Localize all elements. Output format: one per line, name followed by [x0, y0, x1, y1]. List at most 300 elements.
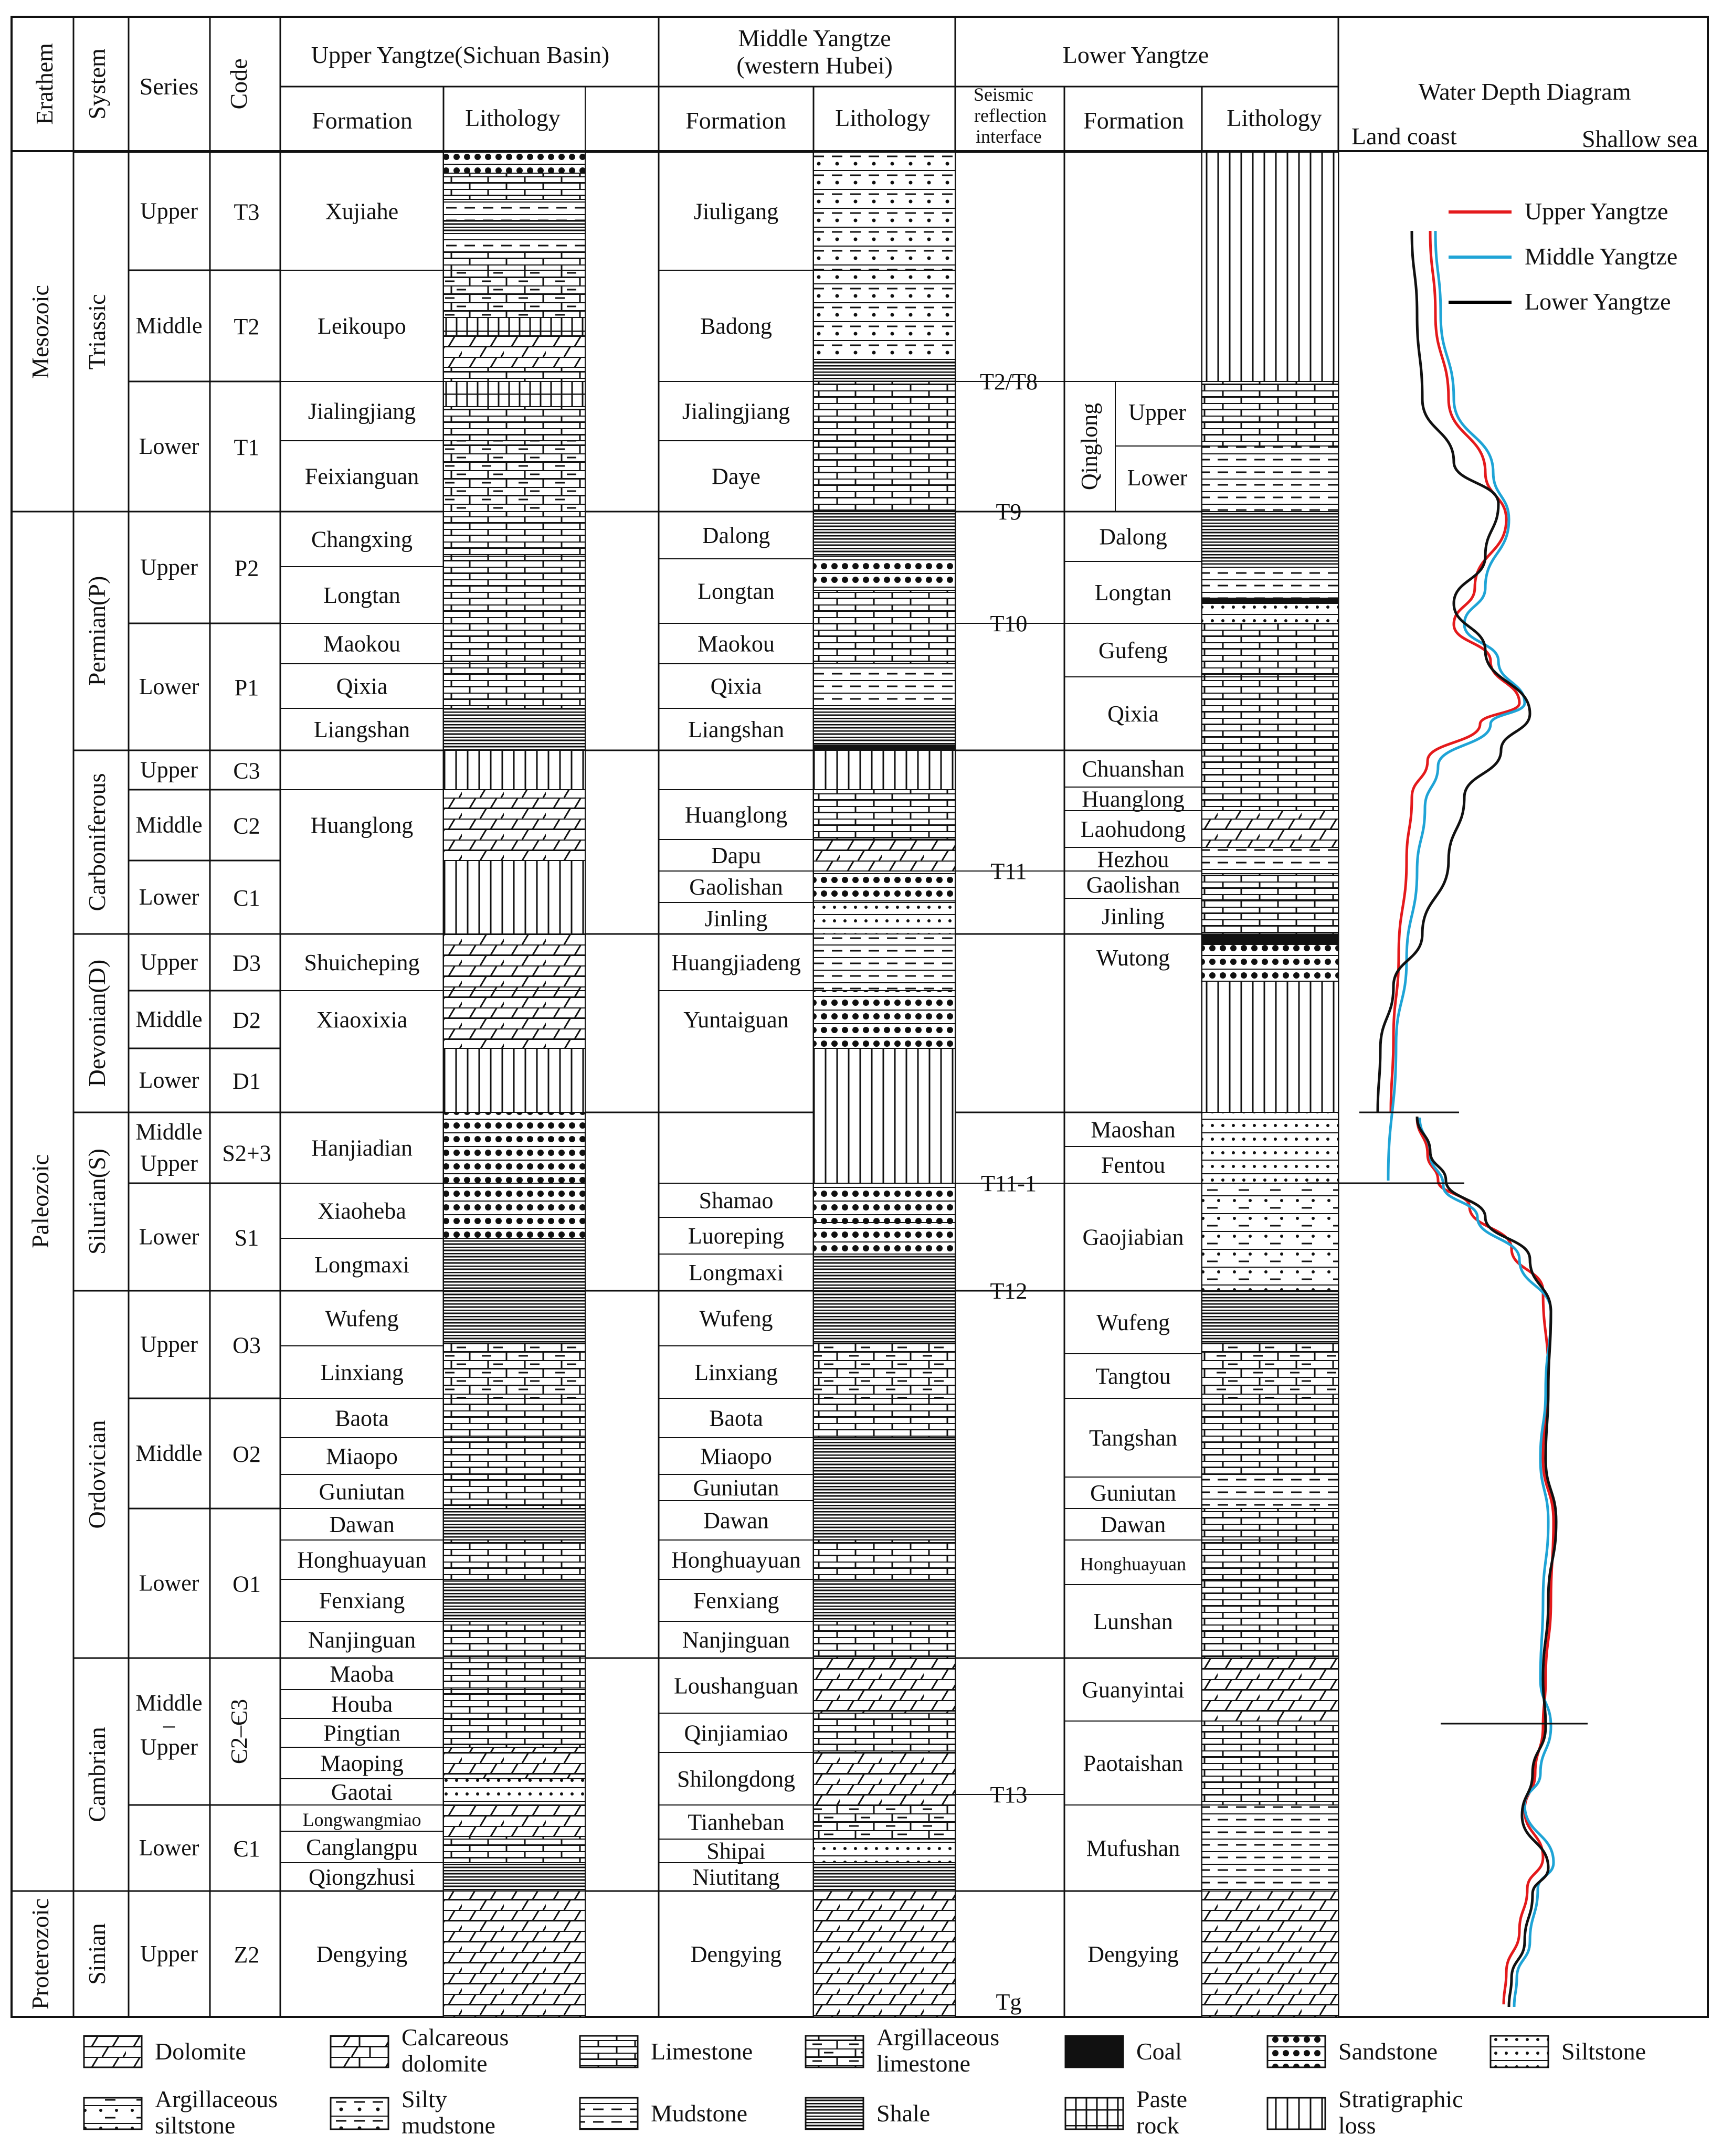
- ly-formation-label: Guniutan: [1090, 1480, 1176, 1506]
- legend-label: Sandstone: [1338, 2038, 1438, 2065]
- uy-lithology-band: [443, 317, 585, 336]
- seismic-interface-label: T13: [990, 1782, 1028, 1808]
- my-formation-label: Honghuayuan: [671, 1547, 801, 1573]
- uy-lithology-band: [443, 1836, 585, 1863]
- ly-lithology-band: [1202, 446, 1338, 512]
- legend-label-line: Argillaceous: [876, 2024, 1000, 2051]
- seismic-interfaces: [980, 369, 1038, 2015]
- my-lithology-band: [814, 790, 955, 840]
- my-formation-label: Longmaxi: [689, 1260, 784, 1286]
- my-lithology-band: [814, 1891, 955, 2017]
- my-formation-label: Dalong: [702, 523, 770, 548]
- system-header: System: [83, 48, 110, 120]
- uy-lithology-band: [443, 934, 585, 991]
- my-lithology-band: [814, 1048, 955, 1183]
- my-lithology-band: [814, 590, 955, 623]
- my-formation-label: Maokou: [698, 631, 775, 657]
- series-header: Series: [139, 73, 199, 100]
- series-label: Upper: [140, 198, 198, 224]
- code-label: O1: [233, 1571, 261, 1597]
- code-label: D1: [233, 1068, 261, 1094]
- system-label: Cambrian: [83, 1727, 110, 1822]
- legend-swatch-mudstone: [580, 2098, 638, 2129]
- my-lithology-band: [814, 902, 955, 934]
- uy-formation-label: Baota: [335, 1405, 389, 1431]
- legend-label: Coal: [1136, 2038, 1182, 2065]
- uy-lithology-band: [443, 1805, 585, 1836]
- my-lithology-band: [814, 1291, 955, 1343]
- seismic-interface-label: T11: [990, 858, 1027, 884]
- code-label: D2: [233, 1007, 261, 1033]
- uy-lithology-band: [443, 252, 585, 270]
- uy-formation-label: Canglangpu: [306, 1834, 418, 1860]
- seismic-interface-label: T11-1: [981, 1171, 1037, 1196]
- uy-lithology-band: [443, 1438, 585, 1474]
- column-grid: [12, 17, 1338, 2017]
- my-formation-label: Liangshan: [688, 717, 785, 742]
- uy-formation-label: Dengying: [316, 1941, 408, 1967]
- uy-lithology-band: [443, 1747, 585, 1779]
- ly-formation-label: Honghuayuan: [1080, 1553, 1186, 1575]
- water-depth-curve: [1417, 1118, 1554, 2004]
- legend-swatch-shale: [806, 2098, 863, 2129]
- my-formation-label: Jiuligang: [693, 198, 779, 225]
- ly-formation-label: Fentou: [1101, 1152, 1166, 1178]
- uy-formation-label: Changxing: [311, 526, 413, 553]
- ly-formation-label: Huanglong: [1082, 786, 1185, 812]
- ly-formation-label: Jinling: [1102, 904, 1165, 929]
- uy-formation-label: Honghuayuan: [297, 1547, 427, 1573]
- my-lithology-band: [814, 1474, 955, 1509]
- ly-formation-label: Longtan: [1094, 580, 1172, 606]
- system-label: Permian(P): [83, 576, 110, 686]
- uy-lithology-band: [443, 1891, 585, 2017]
- legend-label: Limestone: [651, 2038, 753, 2065]
- my-lithology-band: [814, 362, 955, 381]
- my-lithology-band: [814, 623, 955, 664]
- ly-lithology-band: [1202, 1509, 1338, 1540]
- series-label: Upper: [140, 1331, 198, 1357]
- uy-lithology-band: [443, 623, 585, 664]
- my-lithology-band: [814, 1223, 955, 1254]
- my-lithology-band: [814, 1509, 955, 1540]
- code-label: O2: [233, 1441, 261, 1467]
- legend-swatch-dolomite: [84, 2036, 142, 2067]
- my-lithology-band: [814, 934, 955, 991]
- code-label: P1: [234, 675, 259, 700]
- my-formation-label: Qixia: [710, 673, 762, 699]
- my-formation-label: Daye: [712, 463, 760, 490]
- middle-yangtze-subheader: (western Hubei): [736, 52, 893, 79]
- system-label: Carboniferous: [83, 773, 110, 911]
- system-label: Ordovician: [83, 1420, 110, 1529]
- ly-lithology-band: [1202, 152, 1338, 381]
- my-lithology-band: [814, 1398, 955, 1438]
- my-formation-label: Huanglong: [684, 802, 788, 828]
- code-label: Є2–Є3: [226, 1698, 252, 1765]
- my-lithology-band: [814, 1839, 955, 1863]
- ly-lithology-band: [1202, 1658, 1338, 1721]
- ly-lithology-band: [1202, 512, 1338, 564]
- code-label: T2: [234, 314, 260, 339]
- legend-label-line: Silty: [402, 2086, 447, 2112]
- uy-lithology-band: [443, 270, 585, 317]
- uy-lithology-band: [443, 173, 585, 199]
- legend-swatch-arg-siltstone: [84, 2098, 142, 2129]
- seismic-interface-label: T2/T8: [980, 369, 1038, 395]
- my-formation-label: Shilongdong: [677, 1766, 795, 1792]
- uy-lithology-band: [443, 1621, 585, 1658]
- table-header: [12, 25, 1708, 152]
- erathem-header: Erathem: [31, 43, 58, 125]
- legend-swatch-arg-limestone: [806, 2036, 863, 2067]
- legend-label-line: siltstone: [155, 2112, 236, 2139]
- uy-formation-label: Longmaxi: [314, 1252, 409, 1278]
- uy-lithology-band: [443, 556, 585, 623]
- ly-lithology-band: [1202, 381, 1338, 446]
- ly-formation-label: Gaojiabian: [1082, 1224, 1184, 1250]
- ly-formation-label: Mufushan: [1086, 1835, 1180, 1861]
- my-formation-label: Jinling: [704, 906, 768, 931]
- seismic-header-3: interface: [976, 126, 1042, 147]
- uy-formation-label: Longwangmiao: [302, 1809, 421, 1830]
- uy-formation-label: Dawan: [329, 1512, 395, 1537]
- my-lithology-band: [814, 1540, 955, 1579]
- ly-formation-label: Upper: [1128, 399, 1186, 425]
- legend-label-line: Calcareous: [402, 2024, 509, 2051]
- my-formation-label: Dengying: [690, 1941, 782, 1967]
- legend-label-line: dolomite: [402, 2050, 488, 2077]
- system-label: Triassic: [83, 294, 110, 370]
- legend-label-line: mudstone: [402, 2112, 495, 2139]
- ly-lithology-band: [1202, 1540, 1338, 1579]
- ly-lithology-band: [1202, 564, 1338, 598]
- ly-lithology-band: [1202, 981, 1338, 1112]
- ly-lithology-band: [1202, 1474, 1338, 1509]
- my-lithology-band: [814, 1863, 955, 1891]
- code-label: D3: [233, 950, 261, 976]
- my-formation-label: Shipai: [706, 1838, 766, 1864]
- my-lithology-band: [814, 664, 955, 708]
- ly-lithology-band: [1202, 598, 1338, 603]
- uy-lithology-band: [443, 367, 585, 381]
- code-header: Code: [225, 58, 252, 110]
- code-label: O3: [233, 1332, 261, 1358]
- uy-formation-label: Nanjinguan: [308, 1627, 416, 1653]
- my-lithology-band: [814, 1183, 955, 1223]
- uy-lithology-band: [443, 790, 585, 861]
- ly-lithology-header: Lithology: [1227, 104, 1322, 131]
- uy-lithology-band: [443, 1540, 585, 1579]
- my-lithology-band: [814, 152, 955, 270]
- ly-formation-header: Formation: [1083, 107, 1184, 134]
- seismic-interface-label: Tg: [996, 1989, 1022, 2015]
- my-lithology-header: Lithology: [835, 104, 931, 131]
- ly-formation-label: Wufeng: [1096, 1310, 1170, 1335]
- legend-label-line: Stratigraphic: [1338, 2086, 1463, 2112]
- uy-formation-label: Miaopo: [326, 1443, 398, 1469]
- uy-formation-label: Xiaoxixia: [316, 1007, 408, 1033]
- ly-lithology-band: [1202, 1146, 1338, 1183]
- lithology-legend: [84, 2024, 1646, 2139]
- my-formation-header: Formation: [685, 107, 786, 134]
- seismic-interface-label: T9: [996, 499, 1022, 525]
- my-formation-label: Nanjinguan: [682, 1627, 790, 1653]
- ly-formation-label: Qixia: [1107, 701, 1159, 727]
- ly-lithology-band: [1202, 1291, 1338, 1343]
- ly-lithology-band: [1202, 1805, 1338, 1891]
- legend-swatch-silty-mudstone: [331, 2098, 388, 2129]
- ly-lithology-band: [1202, 934, 1338, 944]
- code-label: C3: [233, 758, 260, 784]
- series-label: Lower: [139, 1835, 199, 1861]
- uy-lithology-band: [443, 664, 585, 708]
- my-lithology-band: [814, 270, 955, 362]
- legend-label-line: limestone: [876, 2050, 970, 2077]
- my-formation-label: Dapu: [711, 843, 762, 868]
- my-lithology-band: [814, 556, 955, 590]
- my-lithology-band: [814, 441, 955, 512]
- my-formation-label: Gaolishan: [689, 874, 783, 900]
- column-labels: [27, 198, 1188, 2010]
- ly-formation-label: Gufeng: [1098, 638, 1168, 663]
- ly-lithology-band: [1202, 1343, 1338, 1398]
- legend-swatch-siltstone: [1491, 2036, 1548, 2067]
- system-label: Silurian(S): [83, 1149, 110, 1255]
- curve-legend-label: Lower Yangtze: [1525, 288, 1671, 315]
- series-label: Upper: [140, 554, 198, 580]
- seismic-header-1: Seismic: [974, 84, 1033, 105]
- my-formation-label: Miaopo: [700, 1443, 772, 1469]
- ly-formation-label: Dalong: [1099, 524, 1167, 550]
- uy-lithology-band: [443, 750, 585, 790]
- my-lithology-band: [814, 1438, 955, 1474]
- uy-formation-label: Maoba: [330, 1661, 394, 1687]
- uy-formation-label: Houba: [331, 1691, 393, 1717]
- series-label: Middle: [135, 1006, 203, 1032]
- water-depth-header: Water Depth Diagram: [1418, 78, 1631, 105]
- uy-formation-label: Maoping: [320, 1750, 404, 1776]
- ly-formation-label: Gaolishan: [1086, 872, 1180, 898]
- land-coast-label: Land coast: [1351, 123, 1457, 150]
- series-label: Upper: [140, 1734, 198, 1760]
- series-label: Lower: [139, 1067, 199, 1093]
- my-lithology-band: [814, 1658, 955, 1713]
- legend-swatch-sandstone: [1267, 2036, 1325, 2067]
- uy-formation-label: Gaotai: [331, 1779, 393, 1805]
- ly-lithology-band: [1202, 900, 1338, 934]
- legend-label: Siltstone: [1561, 2038, 1646, 2065]
- legend-swatch-coal: [1065, 2036, 1123, 2067]
- series-label: Middle: [135, 313, 203, 338]
- my-lithology-band: [814, 1621, 955, 1658]
- uy-lithology-band: [443, 1579, 585, 1621]
- erathem-label: Mesozoic: [27, 285, 54, 379]
- ly-lithology-band: [1202, 787, 1338, 811]
- uy-lithology-band: [443, 1112, 585, 1183]
- ly-formation-label: Wutong: [1096, 945, 1170, 971]
- uy-formation-label: Wufeng: [325, 1305, 399, 1332]
- legend-swatch-loss: [1267, 2098, 1325, 2129]
- uy-lithology-band: [443, 1509, 585, 1540]
- my-formation-label: Niutitang: [692, 1864, 780, 1890]
- uy-formation-label: Xiaoheba: [318, 1198, 406, 1224]
- ly-lithology-band: [1202, 1891, 1338, 2017]
- my-lithology-band: [814, 708, 955, 745]
- my-formation-label: Longtan: [698, 578, 775, 604]
- water-depth-curve: [1388, 231, 1525, 1181]
- legend-label-line: rock: [1136, 2112, 1179, 2139]
- ly-formation-label: Tangtou: [1095, 1363, 1171, 1389]
- uy-lithology-band: [443, 1398, 585, 1438]
- series-label: Upper: [140, 757, 198, 783]
- uy-lithology-band: [443, 381, 585, 407]
- ly-formation-label: Lower: [1127, 465, 1188, 491]
- uy-lithology-band: [443, 336, 585, 367]
- system-label: Devonian(D): [83, 959, 110, 1087]
- uy-formation-label: Feixianguan: [304, 463, 419, 490]
- uy-lithology-band: [443, 1690, 585, 1718]
- code-label: Z2: [234, 1942, 260, 1968]
- code-label: S2+3: [222, 1140, 271, 1166]
- my-formation-label: Badong: [700, 313, 772, 339]
- uy-formation-label: Huanglong: [310, 812, 414, 838]
- code-label: T1: [234, 434, 260, 460]
- ly-lithology-band: [1202, 623, 1338, 677]
- ly-formation-label: Tangshan: [1089, 1425, 1177, 1451]
- my-formation-label: Guniutan: [693, 1475, 779, 1501]
- code-label: Є1: [233, 1836, 260, 1862]
- uy-lithology-band: [443, 1183, 585, 1238]
- uy-lithology-band: [443, 441, 585, 512]
- my-lithology-band: [814, 512, 955, 556]
- uy-lithology-band: [443, 233, 585, 252]
- series-label: –: [163, 1712, 175, 1738]
- lithology-columns: [443, 152, 1338, 2017]
- legend-label: Shale: [876, 2100, 931, 2127]
- lower-yangtze-header: Lower Yangtze: [1062, 41, 1209, 68]
- series-label: Middle: [135, 1690, 203, 1716]
- ly-formation-label: Dawan: [1100, 1512, 1166, 1537]
- my-lithology-band: [814, 1713, 955, 1753]
- series-label: Lower: [139, 674, 199, 699]
- code-label: P2: [234, 555, 259, 581]
- uy-lithology-band: [443, 991, 585, 1048]
- system-label: Sinian: [83, 1923, 110, 1985]
- uy-formation-label: Qiongzhusi: [309, 1864, 415, 1890]
- legend-label-line: Argillaceous: [155, 2086, 278, 2112]
- middle-yangtze-header: Middle Yangtze: [738, 25, 891, 51]
- uy-lithology-band: [443, 1863, 585, 1891]
- uy-lithology-band: [443, 861, 585, 934]
- my-formation-label: Huangjiadeng: [671, 950, 801, 975]
- code-label: S1: [234, 1225, 259, 1251]
- series-label: Lower: [139, 1570, 199, 1596]
- ly-formation-label: Hezhou: [1097, 846, 1169, 873]
- series-label: Upper: [140, 1150, 198, 1176]
- ly-formation-label: Lunshan: [1093, 1609, 1173, 1634]
- ly-lithology-band: [1202, 677, 1338, 750]
- ly-lithology-band: [1202, 944, 1338, 981]
- my-formation-label: Tianheban: [688, 1809, 785, 1835]
- uy-formation-label: Hanjiadian: [311, 1135, 413, 1161]
- legend-label-line: loss: [1338, 2112, 1376, 2139]
- seismic-interface-label: T12: [990, 1278, 1028, 1304]
- erathem-label: Proterozoic: [27, 1898, 54, 2010]
- uy-formation-label: Maokou: [323, 631, 400, 657]
- ly-lithology-band: [1202, 847, 1338, 874]
- uy-formation-label: Leikoupo: [318, 313, 406, 339]
- uy-lithology-band: [443, 152, 585, 173]
- series-label: Lower: [139, 884, 199, 910]
- legend-label: Mudstone: [651, 2100, 747, 2127]
- erathem-label: Paleozoic: [27, 1154, 54, 1248]
- ly-formation-label: Paotaishan: [1083, 1750, 1184, 1776]
- my-lithology-band: [814, 1805, 955, 1839]
- ly-lithology-band: [1202, 874, 1338, 900]
- my-lithology-band: [814, 745, 955, 750]
- series-label: Upper: [140, 1941, 198, 1967]
- my-lithology-band: [814, 1343, 955, 1398]
- water-depth-curve: [1378, 231, 1530, 1112]
- ly-lithology-band: [1202, 1112, 1338, 1146]
- ly-formation-label: Qinglong: [1076, 402, 1102, 491]
- series-label: Middle: [135, 812, 203, 838]
- ly-lithology-band: [1202, 1183, 1338, 1291]
- my-formation-label: Fenxiang: [693, 1588, 779, 1613]
- water-depth-curves: [1307, 198, 1677, 2007]
- upper-yangtze-header: Upper Yangtze(Sichuan Basin): [311, 41, 610, 68]
- uy-formation-label: Qixia: [336, 673, 388, 699]
- uy-lithology-band: [443, 1291, 585, 1343]
- ly-lithology-band: [1202, 1579, 1338, 1658]
- uy-lithology-band: [443, 1474, 585, 1509]
- my-formation-label: Loushanguan: [673, 1673, 799, 1699]
- seismic-header-2: reflection: [974, 105, 1047, 126]
- uy-formation-label: Guniutan: [319, 1479, 405, 1505]
- uy-formation-label: Jialingjiang: [308, 398, 416, 424]
- my-lithology-band: [814, 1579, 955, 1621]
- ly-lithology-band: [1202, 1721, 1338, 1805]
- uy-lithology-band: [443, 1718, 585, 1747]
- series-label: Lower: [139, 1224, 199, 1250]
- my-lithology-band: [814, 991, 955, 1048]
- series-label: Middle: [135, 1119, 203, 1145]
- uy-lithology-band: [443, 1658, 585, 1690]
- my-formation-label: Linxiang: [694, 1360, 778, 1385]
- uy-lithology-band: [443, 407, 585, 441]
- uy-lithology-band: [443, 1238, 585, 1291]
- uy-formation-label: Shuicheping: [304, 950, 420, 975]
- legend-swatch-calc-dolomite: [331, 2036, 388, 2067]
- my-formation-label: Shamao: [699, 1187, 774, 1214]
- ly-lithology-band: [1202, 750, 1338, 787]
- ly-formation-label: Laohudong: [1080, 816, 1186, 842]
- my-formation-label: Dawan: [703, 1507, 769, 1534]
- my-lithology-band: [814, 750, 955, 790]
- uy-formation-label: Pingtian: [323, 1720, 400, 1746]
- uy-formation-label: Xujiahe: [325, 198, 399, 225]
- my-formation-label: Luoreping: [688, 1223, 785, 1249]
- ly-formation-label: Chuanshan: [1082, 756, 1185, 782]
- ly-formation-label: Guanyintai: [1082, 1677, 1185, 1703]
- uy-lithology-band: [443, 512, 585, 556]
- uy-lithology-band: [443, 1343, 585, 1398]
- uy-formation-label: Liangshan: [313, 717, 410, 742]
- series-label: Middle: [135, 1440, 203, 1466]
- ly-lithology-band: [1202, 1398, 1338, 1474]
- code-label: C2: [233, 813, 260, 839]
